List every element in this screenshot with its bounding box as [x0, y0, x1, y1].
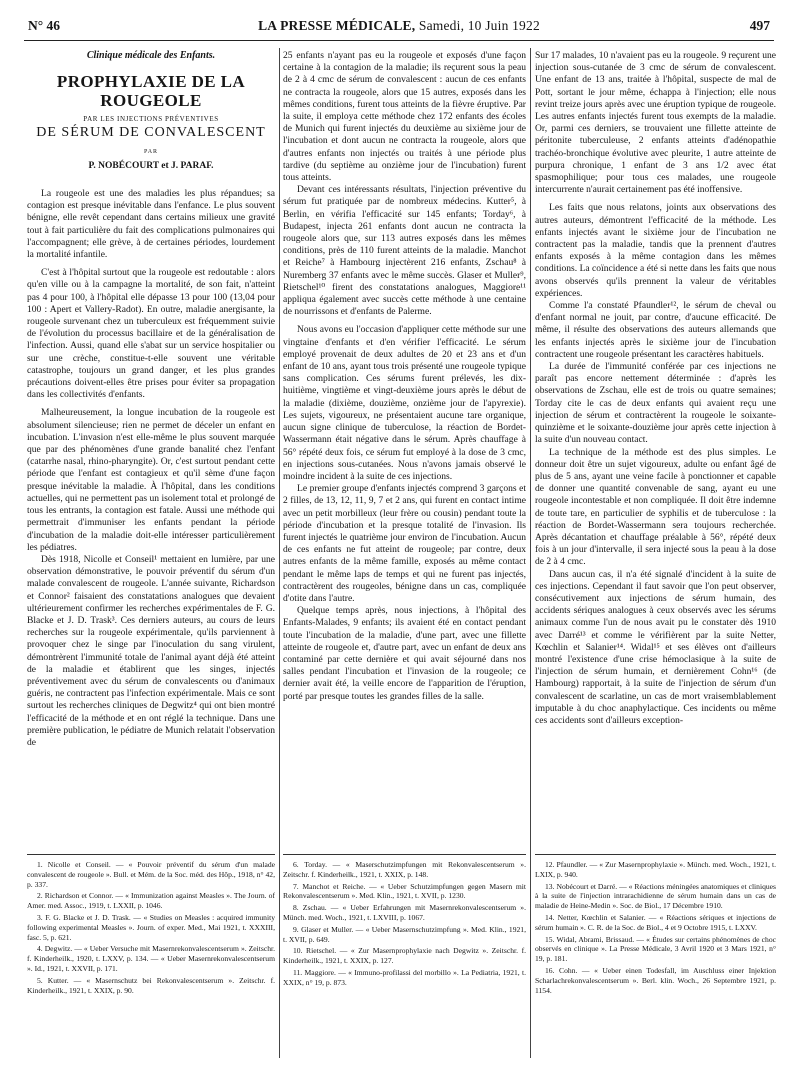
footnote: 1. Nicolle et Conseil. — « Pouvoir préventif du sérum d'un malade convalescent de rougeole ». Bull. et Mém. de la Soc. méd. des Hôp., 1918, n° 42, p. 337. — [27, 860, 275, 889]
issue-date: Samedi, 10 Juin 1922 — [418, 18, 540, 33]
footnote: 11. Maggiore. — « Immuno-profilassi del morbillo ». La Pediatria, 1921, t. XXIX, n° 19, p. 873. — [283, 967, 526, 987]
footnote: 15. Widal, Abrami, Brissaud. — « Études sur certains phénomènes de choc observés en clinique ». La Presse Médicale, 3 Avril 1920 et 3 Mars 1921, n° 19, p. 181. — [535, 934, 776, 964]
article-subtitle-2: DE SÉRUM DE CONVALESCENT — [36, 125, 266, 141]
paragraph: La rougeole est une des maladies les plus répandues; sa contagion est presque inévitable dans l'enfance. Le plus souvent bénigne, elle revêt cependant dans certains milieux une gravité tout à fait particulière du fait des complications pulmonaires qui l'accompagnent; elle grève, à de certaines périodes, lourdement la mortalité infantile. — [27, 188, 275, 261]
paragraph: 25 enfants n'ayant pas eu la rougeole et exposés d'une façon certaine à la contagion de la maladie; ils reçurent sous la peau de 2 à 4 cmc de sérum de convalescent : aucun de ces enfants ne contracta la rougeole, alors que 15 autres, exposés dans les mêmes conditions, furent tous atteints de la fièvre éruptive. Par la suite, il employa cette méthode chez 172 enfants des écoles de Munich qui furent injectés du deuxième au sixième jour de l'incubation et dont aucun ne contracta la rougeole, alors que d'autres enfants non injectés ou traités à une période plus tardive (du septième au onzième jour de l'incubation) furent tous atteints. — [283, 50, 526, 184]
footnotes-rule — [283, 854, 526, 855]
column-divider — [279, 48, 280, 1058]
footnote: 8. Zschau. — « Ueber Erfahrungen mit Masernrekonvalescentserum ». Münch. med. Woch., 1921, t. LXVIII, p. 1067. — [283, 903, 526, 922]
article-authors: P. NOBÉCOURT et J. PARAF. — [88, 160, 214, 171]
footnote: 4. Degwitz. — « Ueber Versuche mit Masernrekonvalescentserum ». Zeitschr. f. Kinderheilk., 1920, t. LXXV, p. 134. — « Ueber Masernrekonvalescentserum ». Id., 1921, t. XXVII, p. 171. — [27, 944, 275, 973]
footnote: 12. Pfaundler. — « Zur Masernprophylaxie ». Münch. med. Woch., 1921, t. LXIX, p. 940. — [535, 860, 776, 879]
page-number: 497 — [749, 18, 770, 33]
paragraph: C'est à l'hôpital surtout que la rougeole est redoutable : alors qu'en ville ou à la campagne la mortalité, de son fait, n'atteint pas 4 pour 100, à l'hôpital elle dépasse 13 pour 100 (13,04 pour 100 : Apert et Vallery-Radot). En outre, maladie anergisante, la rougeole survenant chez un tuberculeux est fréquemment suivie de l'évolution du processus bacillaire et de la généralisation de l'infection. Aussi, quand elle s'abat sur un service hospitalier ou sur une crèche, constitue-t-elle souvent une véritable catastrophe, toujours un grand danger, et les plus grandes précautions doivent-elles être prises pour éviter sa propagation dans les collectivités d'enfants. — [27, 267, 275, 401]
footnote: 14. Netter, Kœchlin et Salanier. — « Réactions sériques et injections de sérum humain ». C. R. de la Soc. de Biol., 4 et 9 Octobre 1915, t. LXXV. — [535, 912, 776, 932]
footnote: 7. Manchot et Reiche. — « Ueber Schutzimpfungen gegen Masern mit Rekonvalescentserum ». Med. Klin., 1921, t. XVII, p. 1230. — [283, 881, 526, 901]
footnote: 13. Nobécourt et Darré. — « Réactions méningées anatomiques et cliniques à la suite de l'injection intrarachidienne de sérum humain dans un cas de maladie de Heine-Medin ». Soc. de Biol., 17 Décembre 1910. — [535, 881, 776, 911]
paragraph: Les faits que nous relatons, joints aux observations des autres auteurs, démontrent l'efficacité de la méthode. Les enfants injectés avant le sixième jour de l'incubation ne contractent pas la maladie, tandis que la prennent d'autres enfants exposés à la même contagion dans les mêmes conditions. La coïncidence a été si nette dans les faits que nous avons observés qu'ils prennent la valeur de véritables expériences. — [535, 202, 776, 299]
footnote: 3. F. G. Blacke et J. D. Trask. — « Studies on Measles : acquired immunity following experimental Measles ». Journ. of exper. Med., Mai 1921, t. XXXIII, fasc. 5, p. 621. — [27, 912, 275, 942]
article-title: PROPHYLAXIE DE LA ROUGEOLE — [56, 72, 246, 111]
paragraph: Le premier groupe d'enfants injectés comprend 3 garçons et 2 filles, de 13, 12, 11, 9, 7 et 2 ans, qui furent en contact intime avec un petit morbilleux (leur frère ou cousin) pendant toute la période d'incubation et la presque totalité de l'invasion. Ils furent injectés le quatrième jour environ de l'incubation. Aucun de ces enfants ne fut atteint de rougeole; par contre, deux autres enfants de la même famille, exposés au même contact pendant le même laps de temps et qui ne furent pas injectés, contractèrent des rougeoles, bénigne dans un cas, compliquée d'otite dans l'autre. — [283, 483, 526, 604]
article-subtitle: PAR LES INJECTIONS PRÉVENTIVES — [83, 115, 219, 124]
running-header — [28, 18, 770, 38]
issue-number: N° 46 — [28, 18, 61, 33]
column-1 — [27, 50, 275, 850]
journal-title-line — [28, 18, 770, 34]
byline-par: PAR — [143, 148, 159, 155]
footnote: 2. Richardson et Connor. — « Immunization against Measles ». The Journ. of Amer. med. Assoc., 1919, t. LXXII, p. 1046. — [27, 891, 275, 911]
journal-name: LA PRESSE MÉDICALE, — [258, 18, 416, 33]
paragraph: Quelque temps après, nous injections, à l'hôpital des Enfants-Malades, 9 enfants; ils avaient été en contact pendant toute l'incubation de la maladie, d'une part, avec une fillette atteinte de rougeole et, d'autre part, avec un enfant de deux ans contaminé par cette dernière et qui avait séjourné dans nos salles pendant l'incubation et l'invasion de la rougeole; ce dernier avait été, la veille encore de l'apparition de l'éruption, porté par presque toutes les grandes filles de la salle. — [283, 605, 526, 702]
footnotes-column-1 — [27, 860, 275, 1070]
paragraph: La durée de l'immunité conférée par ces injections ne paraît pas encore nettement déterminée : d'après les observations de Zschau, elle est de trois ou quatre semaines; Torday cite le cas de deux enfants qui avaient reçu une injection de sérum et contractèrent la rougeole le soixante-quinzième et le soixante-douzième jour après cette injection à la suite d'un nouveau contact. — [535, 361, 776, 446]
footnotes-column-2 — [283, 860, 526, 1070]
column-3 — [535, 50, 776, 850]
column-2 — [283, 50, 526, 850]
paragraph: Comme l'a constaté Pfaundler¹², le sérum de cheval ou d'enfant normal ne jouit, par contre, d'aucune efficacité. De même, il résulte des observations des auteurs allemands que les enfants injectés après le sixième jour de l'incubation contractent une rougeole présentant les caractères habituels. — [535, 300, 776, 360]
paragraph: Dans aucun cas, il n'a été signalé d'incident à la suite de ces injections. Cependant il faut savoir que l'on peut observer, consécutivement aux injections de sérum humain, des accidents sériques analogues à ceux observés avec les sérums animaux comme l'un de nous avait pu le constater dès 1910 avec Darré¹³ et comme le vérifièrent par la suite Netter, Kœchlin et Salanier¹⁴. Widal¹⁵ et ses élèves ont d'ailleurs montré l'existence d'une crise hémoclasique à la suite de l'injection de sérum humain, et dernièrement Cohn¹⁶ (de Hambourg) rapportait, à la suite de l'injection de sérum d'un convalescent de scarlatine, un cas de mort vraisemblablement imputable à du choc anaphylactique. Ces incidents ou même ces accidents sont d'ailleurs exception- — [535, 568, 776, 726]
paragraph: Nous avons eu l'occasion d'appliquer cette méthode sur une vingtaine d'enfants et d'en vérifier l'efficacité. Le sérum employé provenait de deux adultes de 20 et 23 ans et d'un enfant de 10 ans, ayant tous trois présenté une rougeole typique sans complication. Ces sérums furent prélevés, les dix-huitième, vingtième et vingt-deuxième jours après le début de la maladie (dixième, douzième, onzième jour de l'apyrexie). Les sujets, vigoureux, ne présentaient aucune tare organique, aucun signe clinique de tuberculose, la réaction de Bordet-Wassermann était négative dans le sérum. Après chauffage à 56° répété deux fois, ce sérum fut employé à la dose de 3 cmc, en injections sous-cutanées. Nous n'avons jamais observé le moindre incident à la suite de ces injections. — [283, 324, 526, 482]
column-divider — [530, 48, 531, 1058]
footnote: 9. Glaser et Muller. — « Ueber Masernschutzimpfung ». Med. Klin., 1921, t. XVII, p. 649. — [283, 924, 526, 944]
paragraph: La technique de la méthode est des plus simples. Le donneur doit être un sujet vigoureux, adulte ou enfant âgé de plus de 5 ans, ayant une veine facile à ponctionner et capable de donner une quantité convenable de sang, ayant eu une rougeole incontestable et non compliquée. Il doit être indemne de toute tare, en particulier de syphilis et de tuberculose : la réaction de Bordet-Wassermann sera toujours recherchée. Après décantation et chauffage préalable à 56°, répété deux fois à un jour d'intervalle, il sera injecté sous la peau à la dose de 2 à 4 cmc. — [535, 446, 776, 568]
footnotes-rule — [535, 854, 776, 855]
footnote: 16. Cohn. — « Ueber einen Todesfall, im Auschluss einer Injektion Scharlachrekonvalescentserum ». Berl. klin. Woch., 26 Septembre 1921, p. 1154. — [535, 965, 776, 995]
footnotes-column-3 — [535, 860, 776, 1070]
paragraph: Devant ces intéressants résultats, l'injection préventive du sérum fut pratiquée par de nombreux médecins. Kutter⁵, à Berlin, en vérifia l'efficacité sur 145 enfants; Torday⁶, à Budapest, injecta 261 enfants dont aucun ne contracta la rougeole alors que, sur 113 autres exposés dans les mêmes conditions, près de 110 furent atteints de la maladie. Manchot et Reiche⁷ à Hambourg injectèrent 216 enfants, Zschau⁸ à Nuremberg 37 enfants avec le même succès. Glaser et Muller⁹, Rietschel¹⁰ firent des constatations analogues, Maggiore¹¹ appliqua également avec succès cette méthode à une centaine de nourrissons et d'enfants de Palerme. — [283, 184, 526, 318]
footnote: 10. Rietschel. — « Zur Masernprophylaxie nach Degwitz ». Zeitschr. f. Kinderheilk., 1921, t. XXIX, p. 127. — [283, 946, 526, 966]
paragraph: Sur 17 malades, 10 n'avaient pas eu la rougeole. 9 reçurent une injection sous-cutanée de 3 cmc de sérum de convalescent. Une enfant de 13 ans, traitée à l'hôpital, suspecte de mal de Pott, sortant le jour même, échappa à l'injection; elle nous revint treize jours après avec une éruption typique de rougeole. Les autres enfants injectés furent tous exempts de la maladie. Or, parmi ces derniers, se trouvaient une fillette atteinte de péritonite tuberculeuse, 2 enfants atteints d'adénopathie trachéo-bronchique évolutive avec pleurite, 1 autre atteinte de purpura chronique, 1 enfant de 3 ans 1/2 avec état spasmophilique; pour tous ces malades, une rougeole intercurrente n'aurait certainement pas été inoffensive. — [535, 50, 776, 196]
footnote: 6. Torday. — « Maserschutzimpfungen mit Rekonvalescentserum ». Zeitschr. f. Kinderheilk., 1921, t. XXIX, p. 148. — [283, 860, 526, 879]
article-title-block — [27, 50, 275, 172]
paragraph: Malheureusement, la longue incubation de la rougeole est absolument silencieuse; rien ne permet de déceler un enfant en incubation. L'invasion n'est elle-même le plus souvent marquée que par des phénomènes d'une grande banalité chez l'enfant (catarrhe nasal, rhino-pharyngite). Or, c'est surtout pendant cette période que l'enfant est contagieux et qu'il sème d'une façon presque inévitable la maladie. À l'hôpital, dans les conditions actuelles, qui ne permettent pas un isolement total et prolongé de tous les entrants, la contagion est fatale. Aussi une méthode qui permettrait d'immuniser les enfants pendant la période d'incubation de la maladie doit-elle intéresser particulièrement les pédiatres. — [27, 407, 275, 553]
header-rule — [24, 40, 774, 41]
footnote: 5. Kutter. — « Masernschutz bei Rekonvalescentserum ». Zeitschr. f. Kinderheilk., 1921, t. XXIX, p. 90. — [27, 975, 275, 995]
paragraph: Dès 1918, Nicolle et Conseil¹ mettaient en lumière, par une observation démonstrative, le pouvoir préventif du sérum d'un malade convalescent de rougeole. L'année suivante, Richardson et Connor² faisaient des constatations analogues que devaient ultérieurement confirmer les recherches expérimentales de F. G. Blacke et J. D. Trask³. Ces derniers auteurs, au cours de leurs recherches sur la rougeole expérimentale, qu'ils parviennent à provoquer chez le singe par l'inoculation du sang virulent, démontrèrent l'immunité totale de l'animal ayant déjà été atteint de la maladie et établirent que les singes, injectés préventivement avec du sérum de convalescents ou d'animaux guéris, ne contractent pas l'infection expérimentale. Mais ce sont surtout les recherches cliniques de Degwitz⁴ qui ont bien montré l'efficacité de la méthode et en ont réglé la technique. Dans une première publication, le pédiatre de Munich relatait l'observation de — [27, 553, 275, 748]
section-rubric: Clinique médicale des Enfants. — [86, 50, 216, 61]
footnotes-rule — [27, 854, 275, 855]
